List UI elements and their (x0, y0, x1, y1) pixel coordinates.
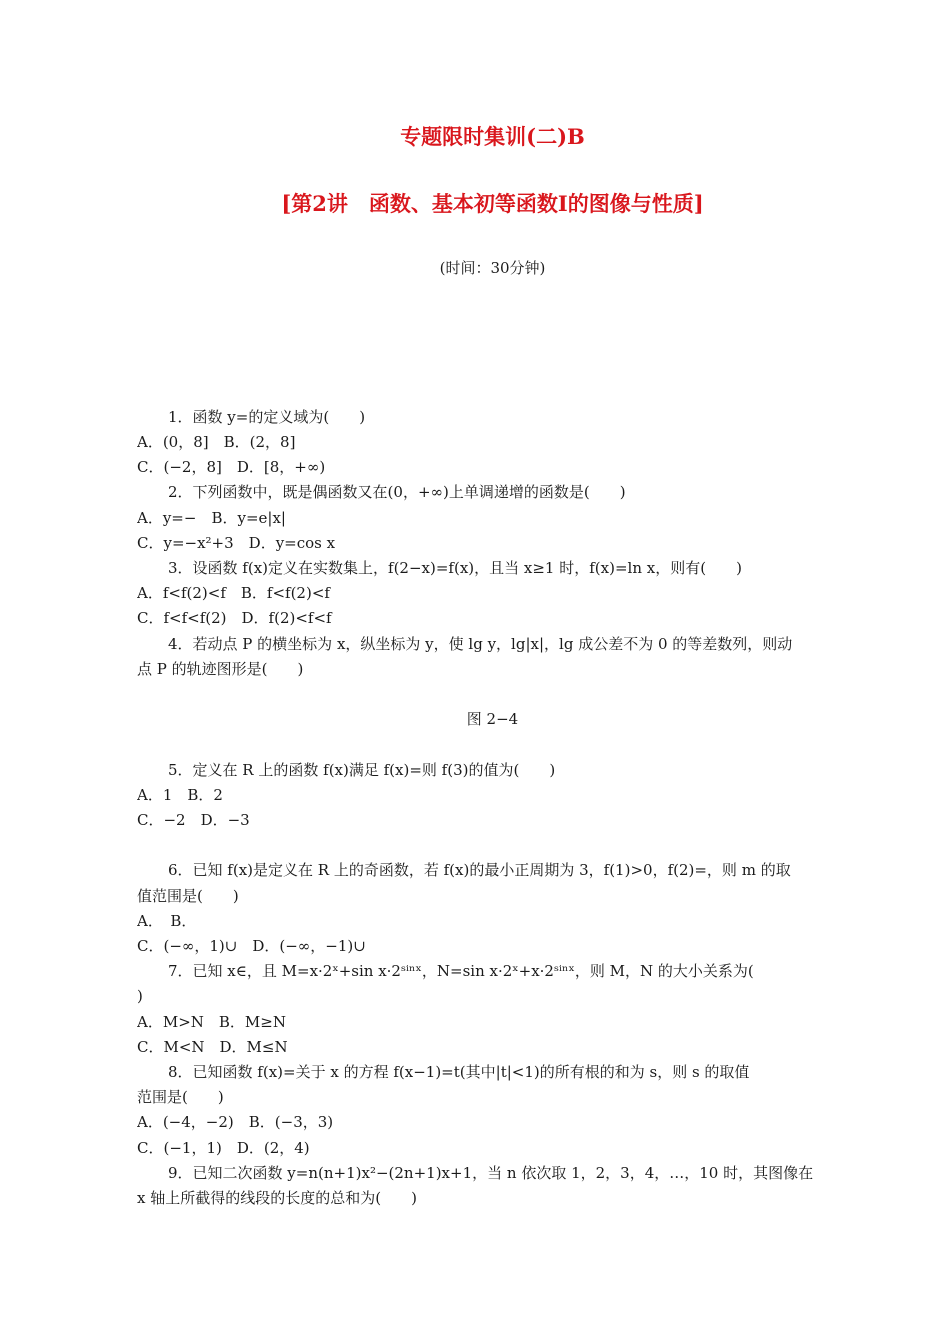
q6-options-cd: C．(−∞，1)∪ D．(−∞，−1)∪ (137, 937, 366, 955)
q6-options-ab: A． B． (137, 912, 197, 930)
question-5: 5．定义在 R 上的函数 f(x)满足 f(x)=则 f(3)的值为( ) (168, 761, 556, 779)
question-1: 1．函数 y=的定义域为( ) (168, 408, 366, 426)
q1-options-ab: A．(0，8] B．(2，8] (137, 433, 296, 451)
question-4-cont: 点 P 的轨迹图形是( ) (137, 660, 304, 678)
q2-options-cd: C．y=−x²+3 D．y=cos x (137, 534, 336, 552)
figure-caption: 图 2−4 (466, 710, 519, 728)
q5-options-ab: A．1 B．2 (137, 786, 223, 804)
question-9-cont: x 轴上所截得的线段的长度的总和为( ) (137, 1189, 417, 1207)
page-subtitle: [第2讲 函数、基本初等函数Ⅰ的图像与性质] (281, 191, 704, 216)
question-2: 2．下列函数中，既是偶函数又在(0，+∞)上单调递增的函数是( ) (168, 483, 626, 501)
q7-options-ab: A．M>N B．M≥N (137, 1013, 286, 1031)
question-9: 9．已知二次函数 y=n(n+1)x²−(2n+1)x+1，当 n 依次取 1，2，3，4，…，10 时，其图像在 (168, 1164, 814, 1182)
q3-options-cd: C．f<f<f(2) D．f(2)<f<f (137, 609, 332, 627)
q5-options-cd: C．−2 D．−3 (137, 811, 250, 829)
q8-options-cd: C．(−1，1) D．(2，4) (137, 1139, 310, 1157)
q7-options-cd: C．M<N D．M≤N (137, 1038, 288, 1056)
question-6-cont: 值范围是( ) (137, 887, 239, 905)
question-4: 4．若动点 P 的横坐标为 x，纵坐标为 y，使 lg y，lg|x|，lg 成公差不为 0 的等差数列，则动 (168, 635, 793, 653)
question-3: 3．设函数 f(x)定义在实数集上，f(2−x)=f(x)，且当 x≥1 时，f(x)=ln x，则有( ) (168, 559, 742, 577)
q2-options-ab: A．y=− B．y=e|x| (137, 509, 286, 527)
q3-options-ab: A．f<f(2)<f B．f<f(2)<f (137, 584, 330, 602)
question-8: 8．已知函数 f(x)=关于 x 的方程 f(x−1)=t(其中|t|<1)的所有根的和为 s，则 s 的取值 (168, 1063, 750, 1081)
page-title: 专题限时集训(二)B (400, 124, 585, 149)
question-8-cont: 范围是( ) (137, 1088, 224, 1106)
time-limit: (时间：30分钟) (439, 259, 546, 277)
question-7: 7．已知 x∈，且 M=x·2ˣ+sin x·2ˢⁱⁿˣ，N=sin x·2ˣ+x·2ˢⁱⁿˣ，则 M，N 的大小关系为( (168, 962, 754, 980)
q8-options-ab: A．(−4，−2) B．(−3，3) (137, 1113, 334, 1131)
q1-options-cd: C．(−2，8] D．[8，+∞) (137, 458, 326, 476)
question-7-cont: ) (137, 987, 143, 1005)
question-6: 6．已知 f(x)是定义在 R 上的奇函数，若 f(x)的最小正周期为 3，f(1)>0，f(2)=，则 m 的取 (168, 861, 791, 879)
